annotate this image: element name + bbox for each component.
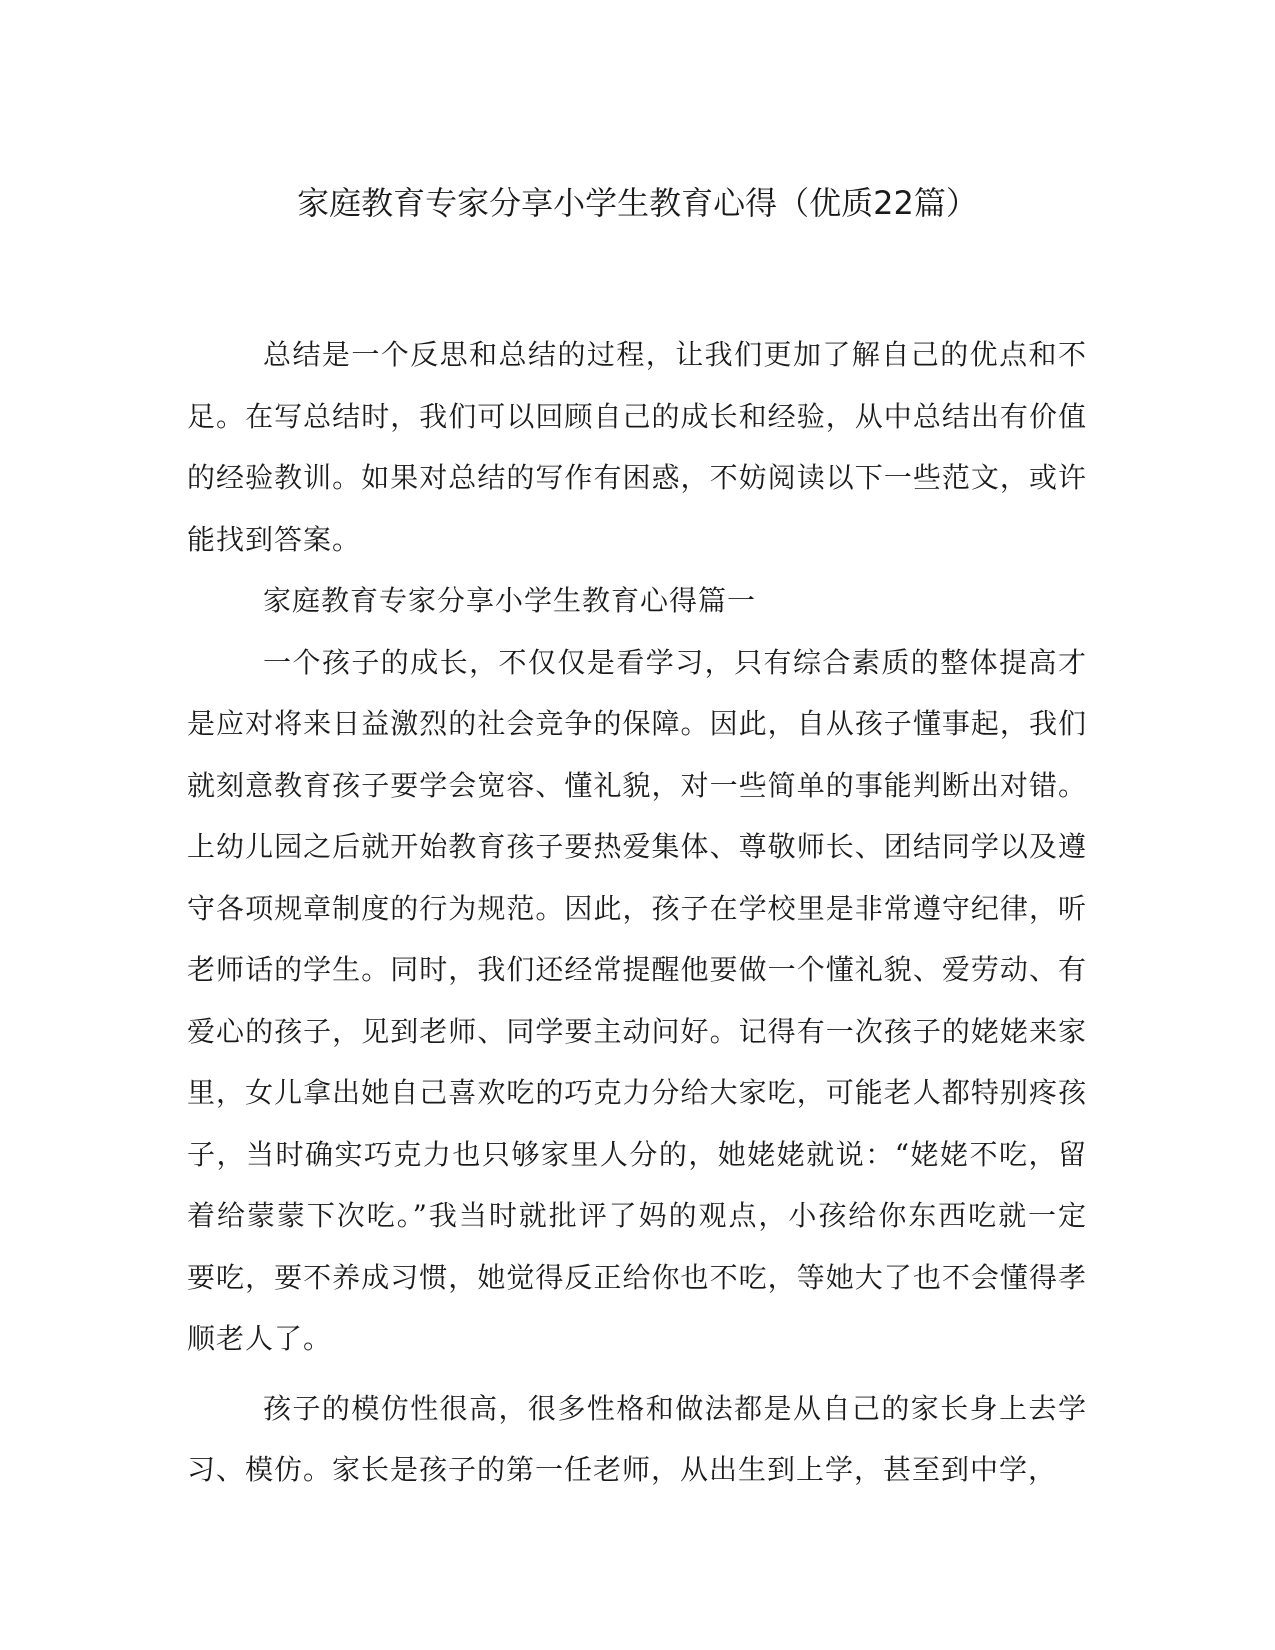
paragraph-intro: 总结是一个反思和总结的过程，让我们更加了解自己的优点和不足。在写总结时，我们可以回顾自己的成长和经验，从中总结出有价值的经验教训。如果对总结的写作有困惑，不妨阅读以下一些范文，或许能找到答案。 bbox=[187, 338, 1087, 556]
document-title: 家庭教育专家分享小学生教育心得（优质22篇） bbox=[297, 184, 978, 222]
paragraph-body: 一个孩子的成长，不仅仅是看学习，只有综合素质的整体提高才是应对将来日益激烈的社会竞争的保障。因此，自从孩子懂事起，我们就刻意教育孩子要学会宽容、懂礼貌，对一些简单的事能判断出对错。上幼儿园之后就开始教育孩子要热爱集体、尊敬师长、团结同学以及遵守各项规章制度的行为规范。因此，孩子在学校里是非常遵守纪律，听老师话的学生。同时，我们还经常提醒他要做一个懂礼貌、爱劳动、有爱心的孩子，见到老师、同学要主动问好。记得有一次孩子的姥姥来家里，女儿拿出她自己喜欢吃的巧克力分给大家吃，可能老人都特别疼孩子，当时确实巧克力也只够家里人分的，她姥姥就说：“姥姥不吃，留着给蒙蒙下次吃。”我当时就批评了妈的观点，小孩给你东西吃就一定要吃，要不养成习惯，她觉得反正给你也不吃，等她大了也不会懂得孝顺老人了。 bbox=[187, 645, 1087, 1355]
document-body bbox=[187, 324, 1087, 1501]
paragraph-body: 孩子的模仿性很高，很多性格和做法都是从自己的家长身上去学习、模仿。家长是孩子的第一任老师，从出生到上学，甚至到中学， bbox=[187, 1391, 1087, 1486]
section-heading: 家庭教育专家分享小学生教育心得篇一 bbox=[263, 584, 757, 617]
